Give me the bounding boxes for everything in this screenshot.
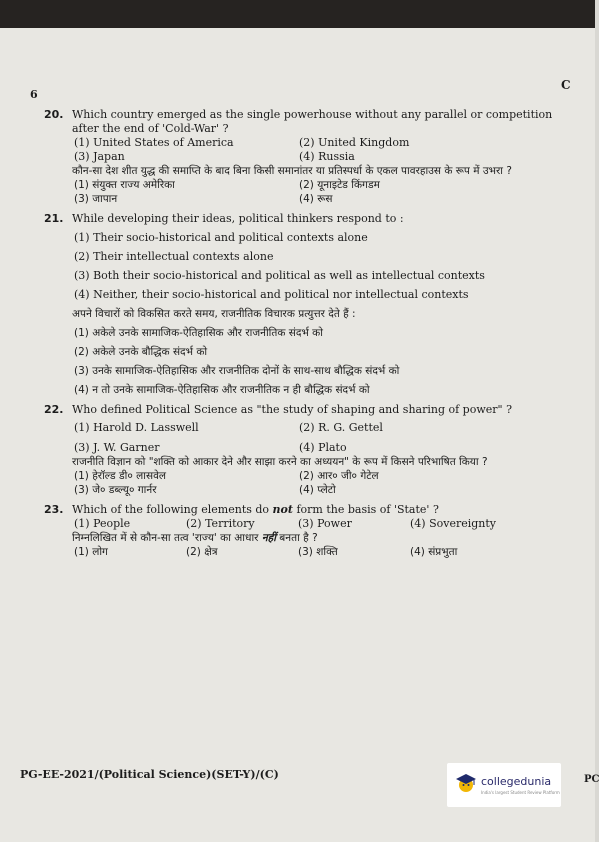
option-hi: (3) जे० डब्ल्यू० गार्नर [74,484,157,496]
question-21 [44,212,572,397]
option-en: (4) Sovereignty [410,517,497,530]
option-hi: (3) शक्ति [298,546,338,558]
question-list [44,108,572,565]
option-hi: (1) लोग [74,546,108,558]
option-en: (4) Russia [299,150,355,163]
question-number: 21. [44,212,64,225]
option-en: (1) People [74,517,131,530]
option-en: (4) Neither, their socio-historical and political nor intellectual contexts [74,288,469,301]
option-en: (2) Territory [186,517,255,530]
question-number: 22. [44,403,64,416]
option-en: (3) Japan [74,150,125,163]
option-hi: (4) रूस [299,193,333,205]
dark-top-edge [0,0,595,28]
question-text-en: Who defined Political Science as "the study of shaping and sharing of power" ? [72,403,512,416]
question-23 [44,503,572,559]
question-text-en: Which of the following elements do not form the basis of 'State' ? [72,503,439,516]
option-hi: (1) हेरॉल्ड डी० लासवेल [74,470,167,482]
page-number: 6 [30,88,38,101]
option-en: (1) Harold D. Lasswell [74,421,199,434]
logo-tagline: India's largest Student Review Platform [481,790,560,795]
option-en: (2) R. G. Gettel [299,421,383,434]
option-en: (2) Their intellectual contexts alone [74,250,274,263]
next-page-edge-text: PC [584,774,599,785]
question-number: 20. [44,108,64,121]
logo-text: collegedunia [481,775,552,788]
emphasis-nahin: नहीं [261,532,276,544]
option-hi: (4) प्लेटो [299,484,336,496]
question-text-hi: निम्नलिखित में से कौन-सा तत्व 'राज्य' का आधार नहीं बनता है ? [72,532,318,544]
option-hi: (3) उनके सामाजिक-ऐतिहासिक और राजनीतिक दोनों के साथ-साथ बौद्धिक संदर्भ को [74,365,400,377]
emphasis-not: not [272,503,293,516]
question-text-hi: राजनीति विज्ञान को "शक्ति को आकार देने और साझा करने का अध्ययन" के रूप में किसने परिभाषित किया ? [72,456,488,468]
option-en: (1) Their socio-historical and political contexts alone [74,231,368,244]
question-text-en: Which country emerged as the single powerhouse without any parallel or competition after the end of 'Cold-War' ? [72,108,553,135]
option-en: (2) United Kingdom [299,136,410,149]
option-en: (3) Both their socio-historical and political as well as intellectual contexts [74,269,485,282]
option-hi: (2) क्षेत्र [186,546,218,558]
question-text-hi: कौन-सा देश शीत युद्ध की समाप्ति के बाद बिना किसी समानांतर या प्रतिस्पर्धा के एकल पावरहाउस के रूप में उभरा ? [72,165,512,177]
option-hi: (2) आर० जी० गेटेल [299,470,379,482]
option-hi: (2) अकेले उनके बौद्धिक संदर्भ को [74,346,208,358]
paper-code-footer: PG-EE-2021/(Political Science)(SET-Y)/(C) [20,768,279,781]
option-en: (4) Plato [299,441,347,454]
option-en: (3) J. W. Garner [74,441,160,454]
set-code: C [561,78,571,92]
question-number: 23. [44,503,64,516]
question-text-en: While developing their ideas, political thinkers respond to : [72,212,404,225]
option-en: (1) United States of America [74,136,234,149]
option-hi: (4) न तो उनके सामाजिक-ऐतिहासिक और राजनीतिक न ही बौद्धिक संदर्भ को [74,384,370,396]
question-text-hi: अपने विचारों को विकसित करते समय, राजनीतिक विचारक प्रत्युत्तर देते हैं : [72,308,356,320]
option-hi: (1) अकेले उनके सामाजिक-ऐतिहासिक और राजनीतिक संदर्भ को [74,327,323,339]
question-20 [44,108,572,206]
question-22 [44,403,572,497]
option-hi: (2) यूनाइटेड किंगडम [299,179,380,191]
option-hi: (3) जापान [74,193,118,205]
option-hi: (1) संयुक्त राज्य अमेरिका [74,179,175,191]
option-en: (3) Power [298,517,352,530]
option-hi: (4) संप्रभुता [410,546,458,558]
graduate-cap-icon [455,772,477,794]
collegedunia-logo [447,763,561,807]
